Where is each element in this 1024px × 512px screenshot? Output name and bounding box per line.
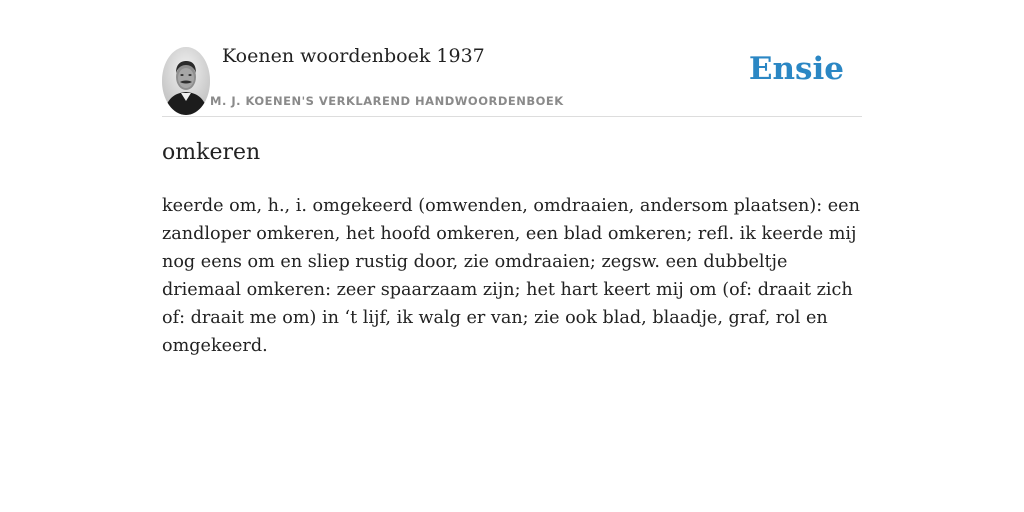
author-portrait-icon	[162, 47, 210, 115]
entry-headword: omkeren	[162, 140, 261, 165]
header	[162, 0, 862, 117]
book-subtitle: M. J. KOENEN'S VERKLAREND HANDWOORDENBOEK	[210, 94, 564, 108]
page	[162, 0, 862, 512]
book-title: Koenen woordenboek 1937	[222, 45, 485, 67]
ensie-logo-link[interactable]: Ensie	[748, 51, 844, 87]
entry-definition: keerde om, h., i. omgekeerd (omwenden, omdraaien, andersom plaatsen): een zandloper omkeren, het hoofd omkeren, een blad omkeren; refl. ik keerde mij nog eens om en sliep rustig door, zie omdraaien; zegsw. een dubbeltje driemaal omkeren: zeer spaarzaam zijn; het hart keert mij om (of: draait zich of: draait me om) in ‘t lijf, ik walg er van; zie ook blad, blaadje, graf, rol en omgekeerd.	[162, 196, 860, 356]
